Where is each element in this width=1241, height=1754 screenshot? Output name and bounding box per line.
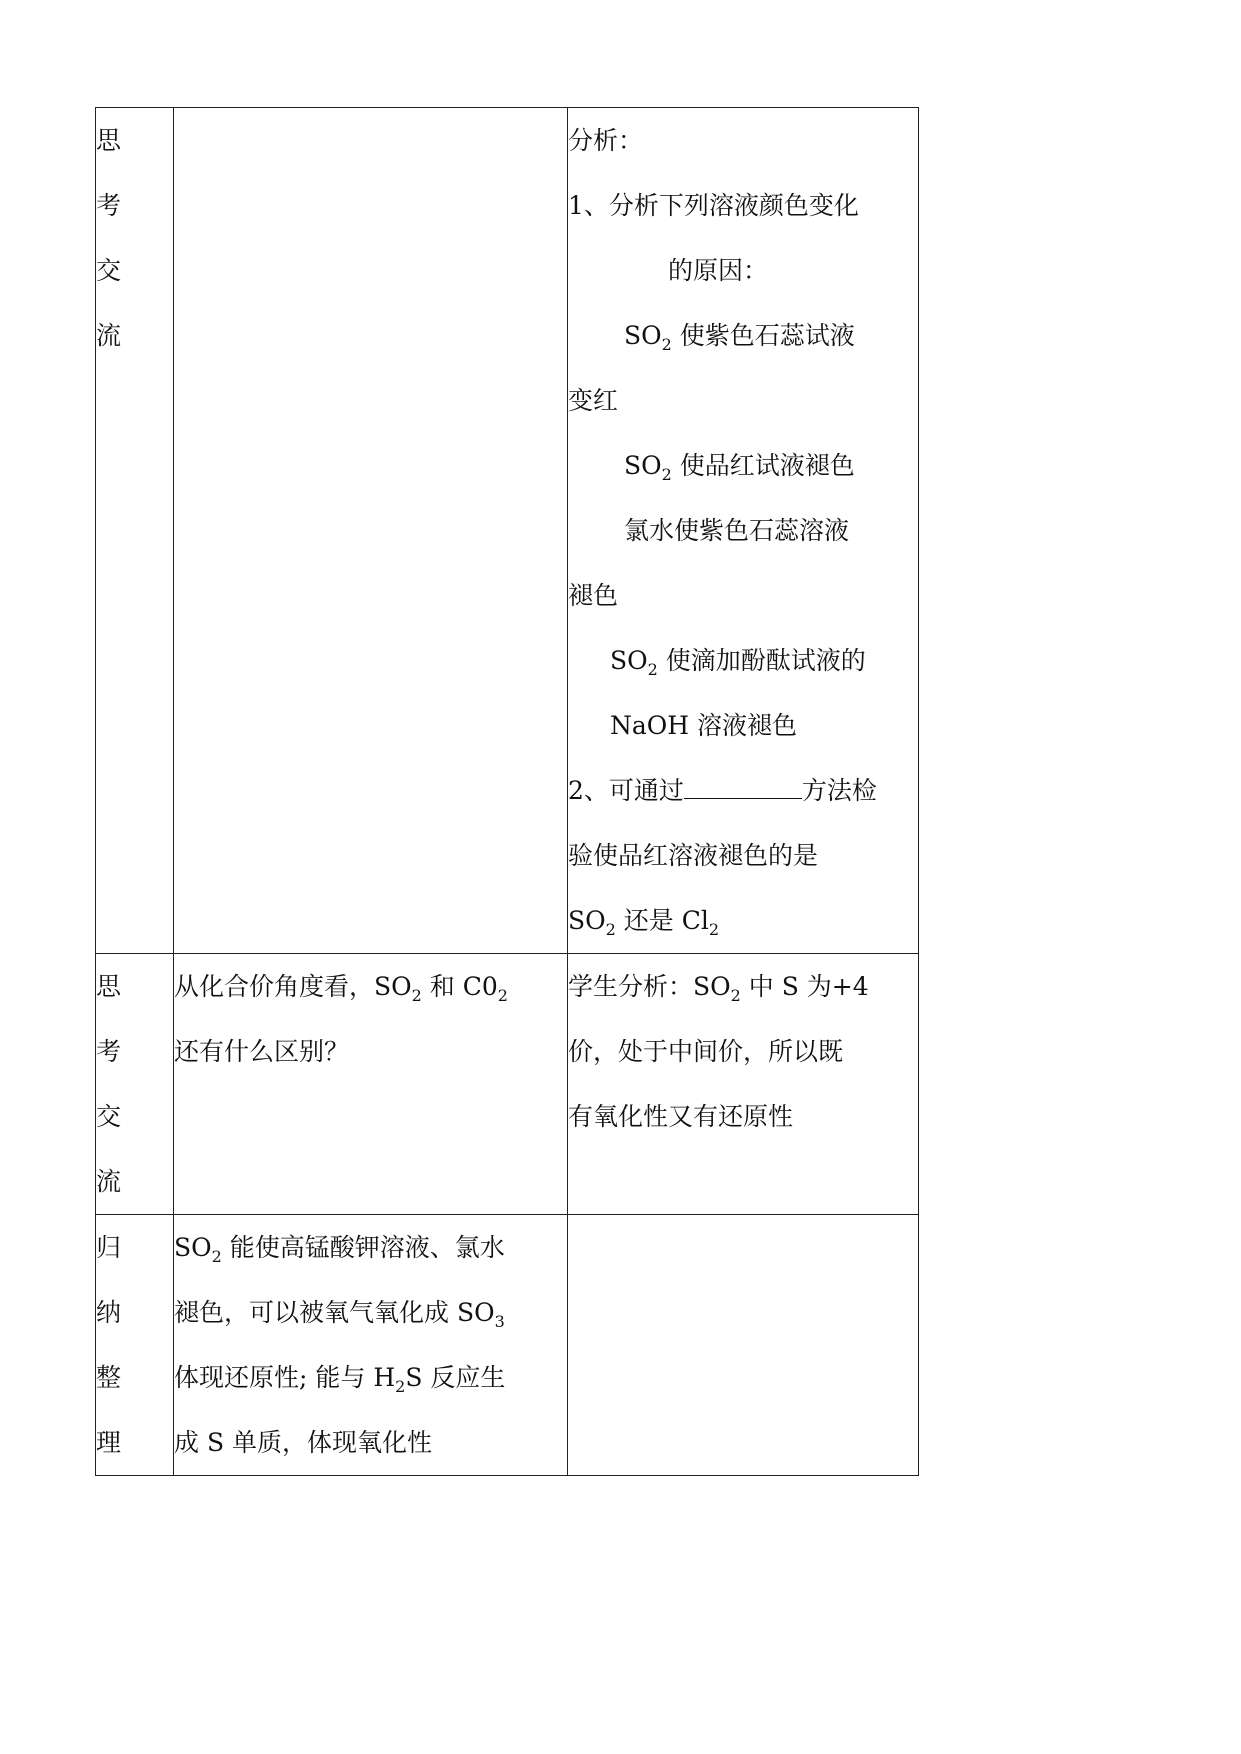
- student-activity-cell: [568, 108, 919, 954]
- lesson-table: [95, 107, 919, 1476]
- teacher-question-line: 还有什么区别？: [174, 1037, 350, 1066]
- question-1: 1、分析下列溶液颜色变化: [568, 191, 859, 220]
- label-char: 考: [96, 1037, 122, 1066]
- teacher-question-cell: [174, 954, 568, 1215]
- item-4-cont: NaOH 溶液褪色: [610, 711, 798, 740]
- summary-cell: [174, 1215, 568, 1476]
- student-answer-line: 学生分析：$SO_2$ 中 S 为+4: [568, 972, 869, 1005]
- item-4: $SO_2$ 使滴加酚酞试液的: [610, 646, 866, 679]
- label-char: 思: [96, 972, 122, 1001]
- table-row: [96, 1215, 919, 1476]
- item-1: $SO_2$ 使紫色石蕊试液: [624, 321, 855, 354]
- question-2: 2、可通过 方法检: [568, 776, 877, 805]
- item-3-cont: 褪色: [568, 581, 619, 610]
- item-2: $SO_2$ 使品红试液褪色: [624, 451, 855, 484]
- row-label-cell: [96, 1215, 174, 1476]
- analysis-title: 分析：: [568, 126, 644, 155]
- label-char: 纳: [96, 1298, 122, 1327]
- label-char: 交: [96, 256, 122, 285]
- fill-in-blank[interactable]: [684, 774, 802, 799]
- summary-line: $SO_2$ 能使高锰酸钾溶液、氯水: [174, 1233, 505, 1266]
- summary-line: 褪色，可以被氧气氧化成 $SO_3$: [174, 1298, 505, 1331]
- student-answer-cell: [568, 954, 919, 1215]
- summary-line: 成 S 单质，体现氧化性: [174, 1428, 433, 1457]
- teacher-question-line: 从化合价角度看，$SO_2$ 和 $C0_2$: [174, 972, 508, 1005]
- item-3: 氯水使紫色石蕊溶液: [624, 516, 850, 545]
- student-answer-line: 有氧化性又有还原性: [568, 1102, 794, 1131]
- item-1-cont: 变红: [568, 386, 619, 415]
- label-char: 交: [96, 1102, 122, 1131]
- question-1-cont: 的原因：: [668, 256, 769, 285]
- summary-line: 体现还原性; 能与 $H_2S$ 反应生: [174, 1363, 506, 1396]
- question-2-cont: 验使品红溶液褪色的是: [568, 841, 819, 870]
- empty-cell: [568, 1215, 919, 1476]
- student-answer-line: 价，处于中间价，所以既: [568, 1037, 844, 1066]
- teacher-activity-cell: [174, 108, 568, 954]
- label-char: 理: [96, 1428, 122, 1457]
- row-label-cell: [96, 954, 174, 1215]
- row-label-cell: [96, 108, 174, 954]
- label-char: 归: [96, 1233, 122, 1262]
- label-char: 考: [96, 191, 122, 220]
- label-char: 流: [96, 1167, 122, 1196]
- label-char: 思: [96, 126, 122, 155]
- question-2-end: $SO_2$ 还是 $Cl_2$: [568, 906, 720, 939]
- label-char: 流: [96, 321, 122, 350]
- table-row: [96, 954, 919, 1215]
- label-char: 整: [96, 1363, 122, 1392]
- table-row: [96, 108, 919, 954]
